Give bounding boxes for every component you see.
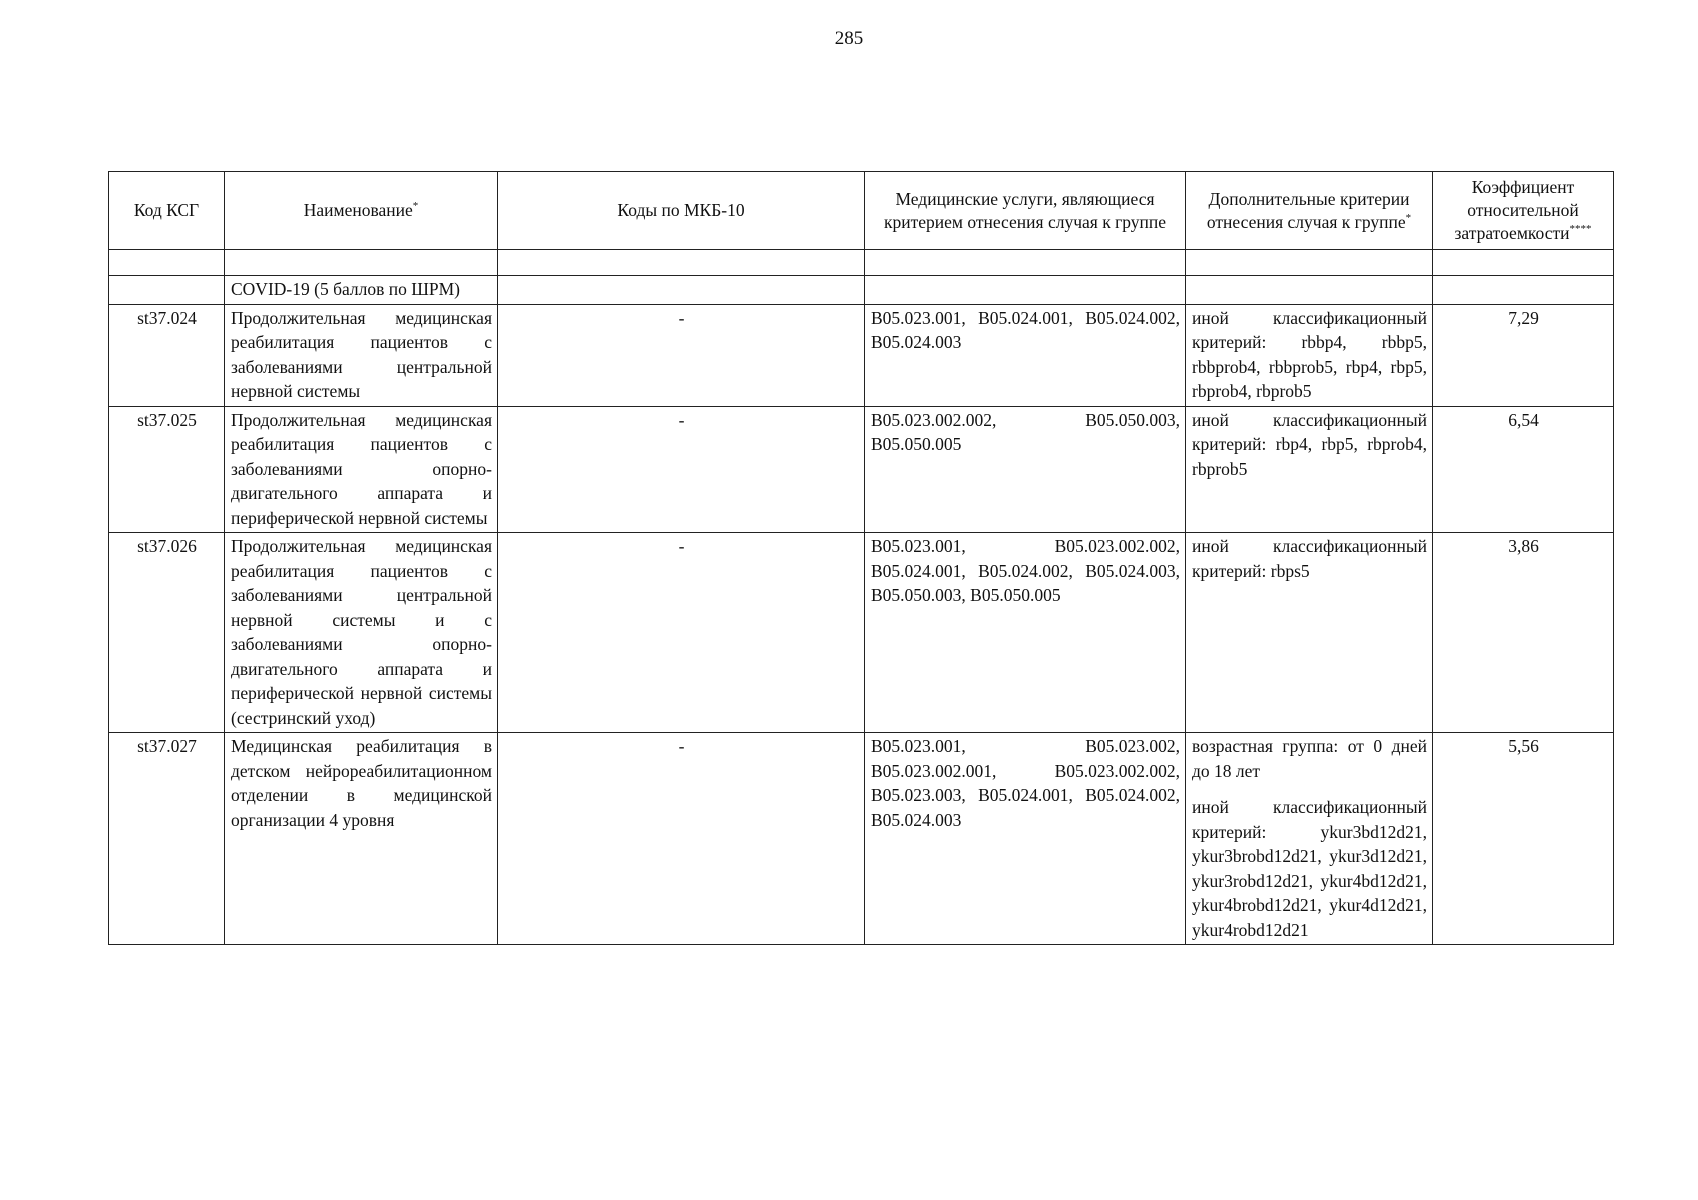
table-row xyxy=(109,276,1614,305)
header-services: Медицинские услуги, являющиеся критерием отнесения случая к группе xyxy=(865,172,1186,250)
ksg-code-cell: st37.027 xyxy=(109,733,225,945)
page-number: 285 xyxy=(834,28,864,49)
table-row xyxy=(109,733,1614,945)
ksg-code-cell: st37.025 xyxy=(109,406,225,533)
coefficient-cell: 5,56 xyxy=(1433,733,1614,945)
coefficient-cell: 3,86 xyxy=(1433,533,1614,733)
table-header-row xyxy=(109,172,1614,250)
criteria-cell xyxy=(1186,533,1433,733)
mkb-codes-cell xyxy=(498,276,865,305)
spacer-cell xyxy=(1433,250,1614,276)
spacer-cell xyxy=(109,250,225,276)
ksg-code-cell xyxy=(109,276,225,305)
spacer-cell xyxy=(1186,250,1433,276)
ksg-name-cell: Продолжительная медицинская реабилитация пациентов с заболеваниями центральной нервной системы и с заболеваниями опорно-двигательного аппарата и периферической нервной системы (сестринский уход) xyxy=(225,533,498,733)
table-row xyxy=(109,406,1614,533)
criteria-text: иной классификационный критерий: rbp4, rbp5, rbprob4, rbprob5 xyxy=(1192,409,1427,479)
coefficient-cell xyxy=(1433,276,1614,305)
services-cell: B05.023.001, B05.023.002, B05.023.002.001, B05.023.002.002, B05.023.003, B05.024.001, B05.024.002, B05.024.003 xyxy=(865,733,1186,945)
spacer-cell xyxy=(498,250,865,276)
criteria-text: иной классификационный критерий: ykur3bd12d21, ykur3brobd12d21, ykur3d12d21, ykur3robd12d21, ykur4bd12d21, ykur4brobd12d21, ykur4d12d21, ykur4robd12d21 xyxy=(1192,797,1427,940)
ksg-code-cell: st37.024 xyxy=(109,304,225,406)
services-cell: B05.023.001, B05.023.002.002, B05.024.001, B05.024.002, B05.024.003, B05.050.003, B05.050.005 xyxy=(865,533,1186,733)
spacer-cell xyxy=(865,250,1186,276)
header-coef: Коэффициент относительной затратоемкости**** xyxy=(1433,172,1614,250)
coefficient-cell: 6,54 xyxy=(1433,406,1614,533)
header-name: Наименование* xyxy=(225,172,498,250)
table-row xyxy=(109,304,1614,406)
header-criteria: Дополнительные критерии отнесения случая к группе* xyxy=(1186,172,1433,250)
header-spacer-row xyxy=(109,250,1614,276)
mkb-codes-cell: - xyxy=(498,304,865,406)
ksg-name-cell: Продолжительная медицинская реабилитация пациентов с заболеваниями центральной нервной системы xyxy=(225,304,498,406)
criteria-text: возрастная группа: от 0 дней до 18 лет xyxy=(1192,736,1427,781)
header-code: Код КСГ xyxy=(109,172,225,250)
ksg-code-cell: st37.026 xyxy=(109,533,225,733)
ksg-name-cell: Продолжительная медицинская реабилитация пациентов с заболеваниями опорно-двигательного аппарата и периферической нервной системы xyxy=(225,406,498,533)
ksg-table xyxy=(108,171,1614,945)
footnote-mark: * xyxy=(1405,211,1412,224)
criteria-text: иной классификационный критерий: rbps5 xyxy=(1192,536,1427,581)
ksg-name-cell: Медицинская реабилитация в детском нейрореабилитационном отделении в медицинской организации 4 уровня xyxy=(225,733,498,945)
criteria-cell xyxy=(1186,304,1433,406)
criteria-cell xyxy=(1186,276,1433,305)
criteria-cell xyxy=(1186,406,1433,533)
criteria-cell xyxy=(1186,733,1433,945)
spacer-cell xyxy=(225,250,498,276)
mkb-codes-cell: - xyxy=(498,406,865,533)
criteria-text: иной классификационный критерий: rbbp4, rbbp5, rbbprob4, rbbprob5, rbp4, rbp5, rbprob4, rbprob5 xyxy=(1192,307,1427,401)
coefficient-cell: 7,29 xyxy=(1433,304,1614,406)
table-row xyxy=(109,533,1614,733)
services-cell xyxy=(865,276,1186,305)
services-cell: B05.023.001, B05.024.001, B05.024.002, B05.024.003 xyxy=(865,304,1186,406)
services-cell: B05.023.002.002, B05.050.003, B05.050.005 xyxy=(865,406,1186,533)
footnote-mark: **** xyxy=(1569,223,1592,236)
mkb-codes-cell: - xyxy=(498,533,865,733)
footnote-mark: * xyxy=(412,200,419,213)
mkb-codes-cell: - xyxy=(498,733,865,945)
ksg-name-cell: COVID-19 (5 баллов по ШРМ) xyxy=(225,276,498,305)
header-mkb: Коды по МКБ-10 xyxy=(498,172,865,250)
